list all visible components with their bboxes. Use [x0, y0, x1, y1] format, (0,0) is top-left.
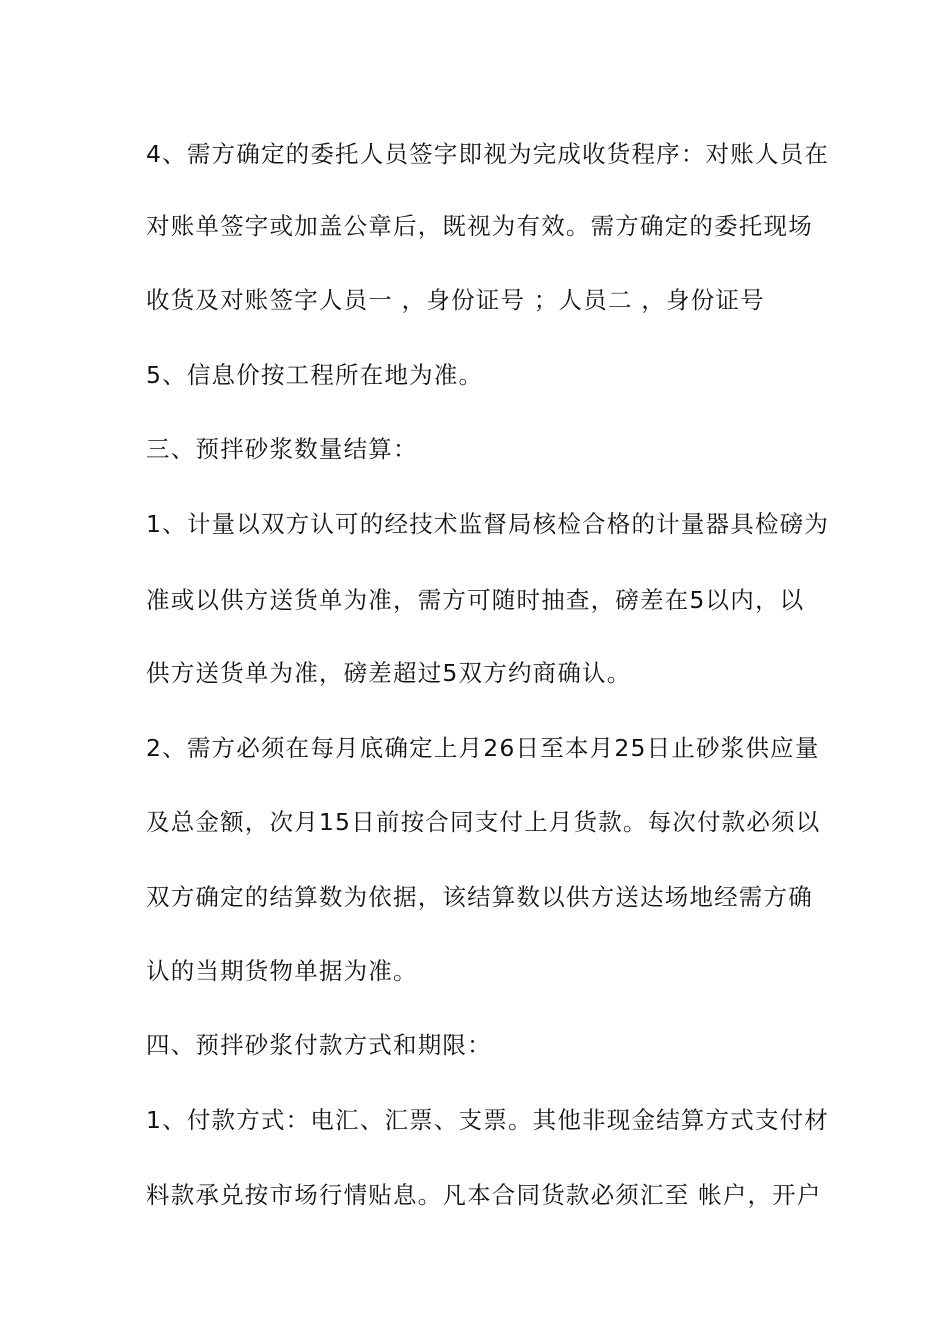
section-3-clause-2-cont2: 双方确定的结算数为依据，该结算数以供方送达场地经需方确: [146, 883, 813, 911]
section-3-clause-1: 1、计量以双方认可的经技术监督局核检合格的计量器具检磅为: [146, 510, 830, 538]
section-4-clause-1-cont: 料款承兑按市场行情贴息。凡本合同货款必须汇至 帐户，开户: [146, 1181, 822, 1209]
section-3-clause-2-cont: 及总金额，次月15日前按合同支付上月货款。每次付款必须以: [146, 808, 821, 836]
section-4-clause-1: 1、付款方式：电汇、汇票、支票。其他非现金结算方式支付材: [146, 1106, 830, 1134]
section-3-clause-1-cont: 准或以供方送货单为准，需方可随时抽查，磅差在5以内，以: [146, 586, 805, 614]
section-4-heading: 四、预拌砂浆付款方式和期限：: [146, 1031, 492, 1059]
section-3-heading: 三、预拌砂浆数量结算：: [146, 435, 418, 463]
clause-5-info-price: 5、信息价按工程所在地为准。: [146, 361, 484, 389]
clause-4-receipt-signature: 4、需方确定的委托人员签字即视为完成收货程序：对账人员在: [146, 140, 830, 168]
clause-4-personnel: 收货及对账签字人员一 ，身份证号 ；人员二 ，身份证号: [146, 286, 765, 314]
section-3-clause-1-end: 供方送货单为准，磅差超过5双方约商确认。: [146, 659, 632, 687]
section-3-clause-2: 2、需方必须在每月底确定上月26日至本月25日止砂浆供应量: [146, 734, 820, 762]
section-3-clause-2-end: 认的当期货物单据为准。: [146, 957, 418, 985]
clause-4-continued: 对账单签字或加盖公章后，既视为有效。需方确定的委托现场: [146, 212, 813, 240]
